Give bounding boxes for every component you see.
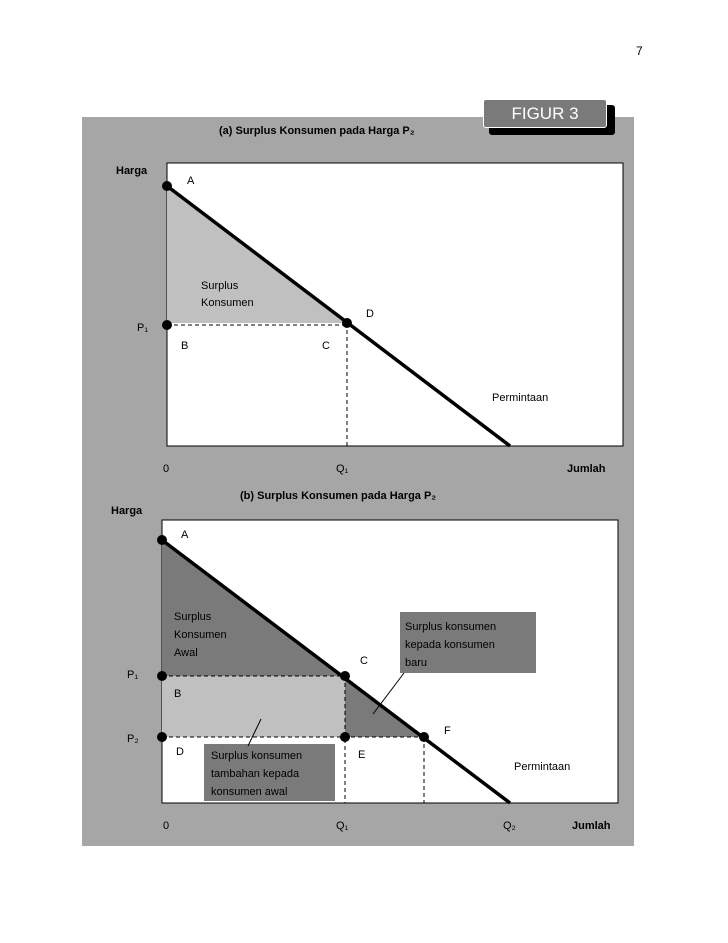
panel-a-surplus-label-2: Konsumen [201,297,254,309]
panel-a-label-d: D [366,308,374,320]
page-number: 7 [636,44,643,58]
panel-a-surplus-label-1: Surplus [201,280,239,292]
panel-b-label-b: B [174,688,182,700]
panel-b-point-a-marker [157,535,167,545]
panel-b-x-axis-label: Jumlah [572,820,611,832]
panel-b-additional-surplus-area [162,676,345,737]
panel-a-label-c: C [322,340,330,352]
panel-a-label-a: A [187,175,195,187]
panel-b-additional-text-2: tambahan kepada [211,768,300,780]
panel-b-point-f-marker [419,732,429,742]
panel-a-point-a-marker [162,181,172,191]
panel-a-q1-label: Q₁ [336,463,349,475]
panel-a-label-b: B [181,340,189,352]
panel-b-q1-label: Q₁ [336,820,349,832]
panel-b-additional-text-3: konsumen awal [211,786,288,798]
panel-b-point-e-marker [340,732,350,742]
figure-badge: FIGUR 3 [483,99,607,128]
panel-b-new-consumer-text-2: kepada konsumen [405,639,495,651]
panel-a-point-d-marker [342,318,352,328]
panel-b-surplus-label-3: Awal [174,647,198,659]
panel-a-origin-label: 0 [163,463,170,475]
panel-a-x-axis-label: Jumlah [567,463,606,475]
panel-b-label-e: E [358,749,366,761]
panel-b-new-consumer-text-3: baru [405,657,428,669]
panel-b-p2-marker [157,732,167,742]
panel-b-surplus-label-1: Surplus [174,611,212,623]
panel-b-label-f: F [444,725,451,737]
panel-b-p1-label: P₁ [127,669,139,681]
panel-b-label-d: D [176,746,184,758]
panel-b-label-a: A [181,529,189,541]
panel-b-origin-label: 0 [163,820,170,832]
panel-b-q2-label: Q₂ [503,820,516,832]
panel-b-p1-marker [157,671,167,681]
panel-b-point-c-marker [340,671,350,681]
panel-b-demand-label: Permintaan [514,761,571,773]
panel-a-title: (a) Surplus Konsumen pada Harga P₂ [219,125,415,137]
panel-a-p1-label: P₁ [137,322,149,334]
panel-a-point-b-marker [162,320,172,330]
panel-b-title: (b) Surplus Konsumen pada Harga P₂ [240,490,437,502]
panel-b-y-axis-label: Harga [111,505,143,517]
panel-b-surplus-label-2: Konsumen [174,629,227,641]
panel-b-new-consumer-text-1: Surplus konsumen [405,621,497,633]
panel-b-label-c: C [360,655,368,667]
panel-b-p2-label: P₂ [127,733,139,745]
panel-b-additional-text-1: Surplus konsumen [211,750,303,762]
panel-a-y-axis-label: Harga [116,165,148,177]
panel-a-demand-label: Permintaan [492,392,549,404]
